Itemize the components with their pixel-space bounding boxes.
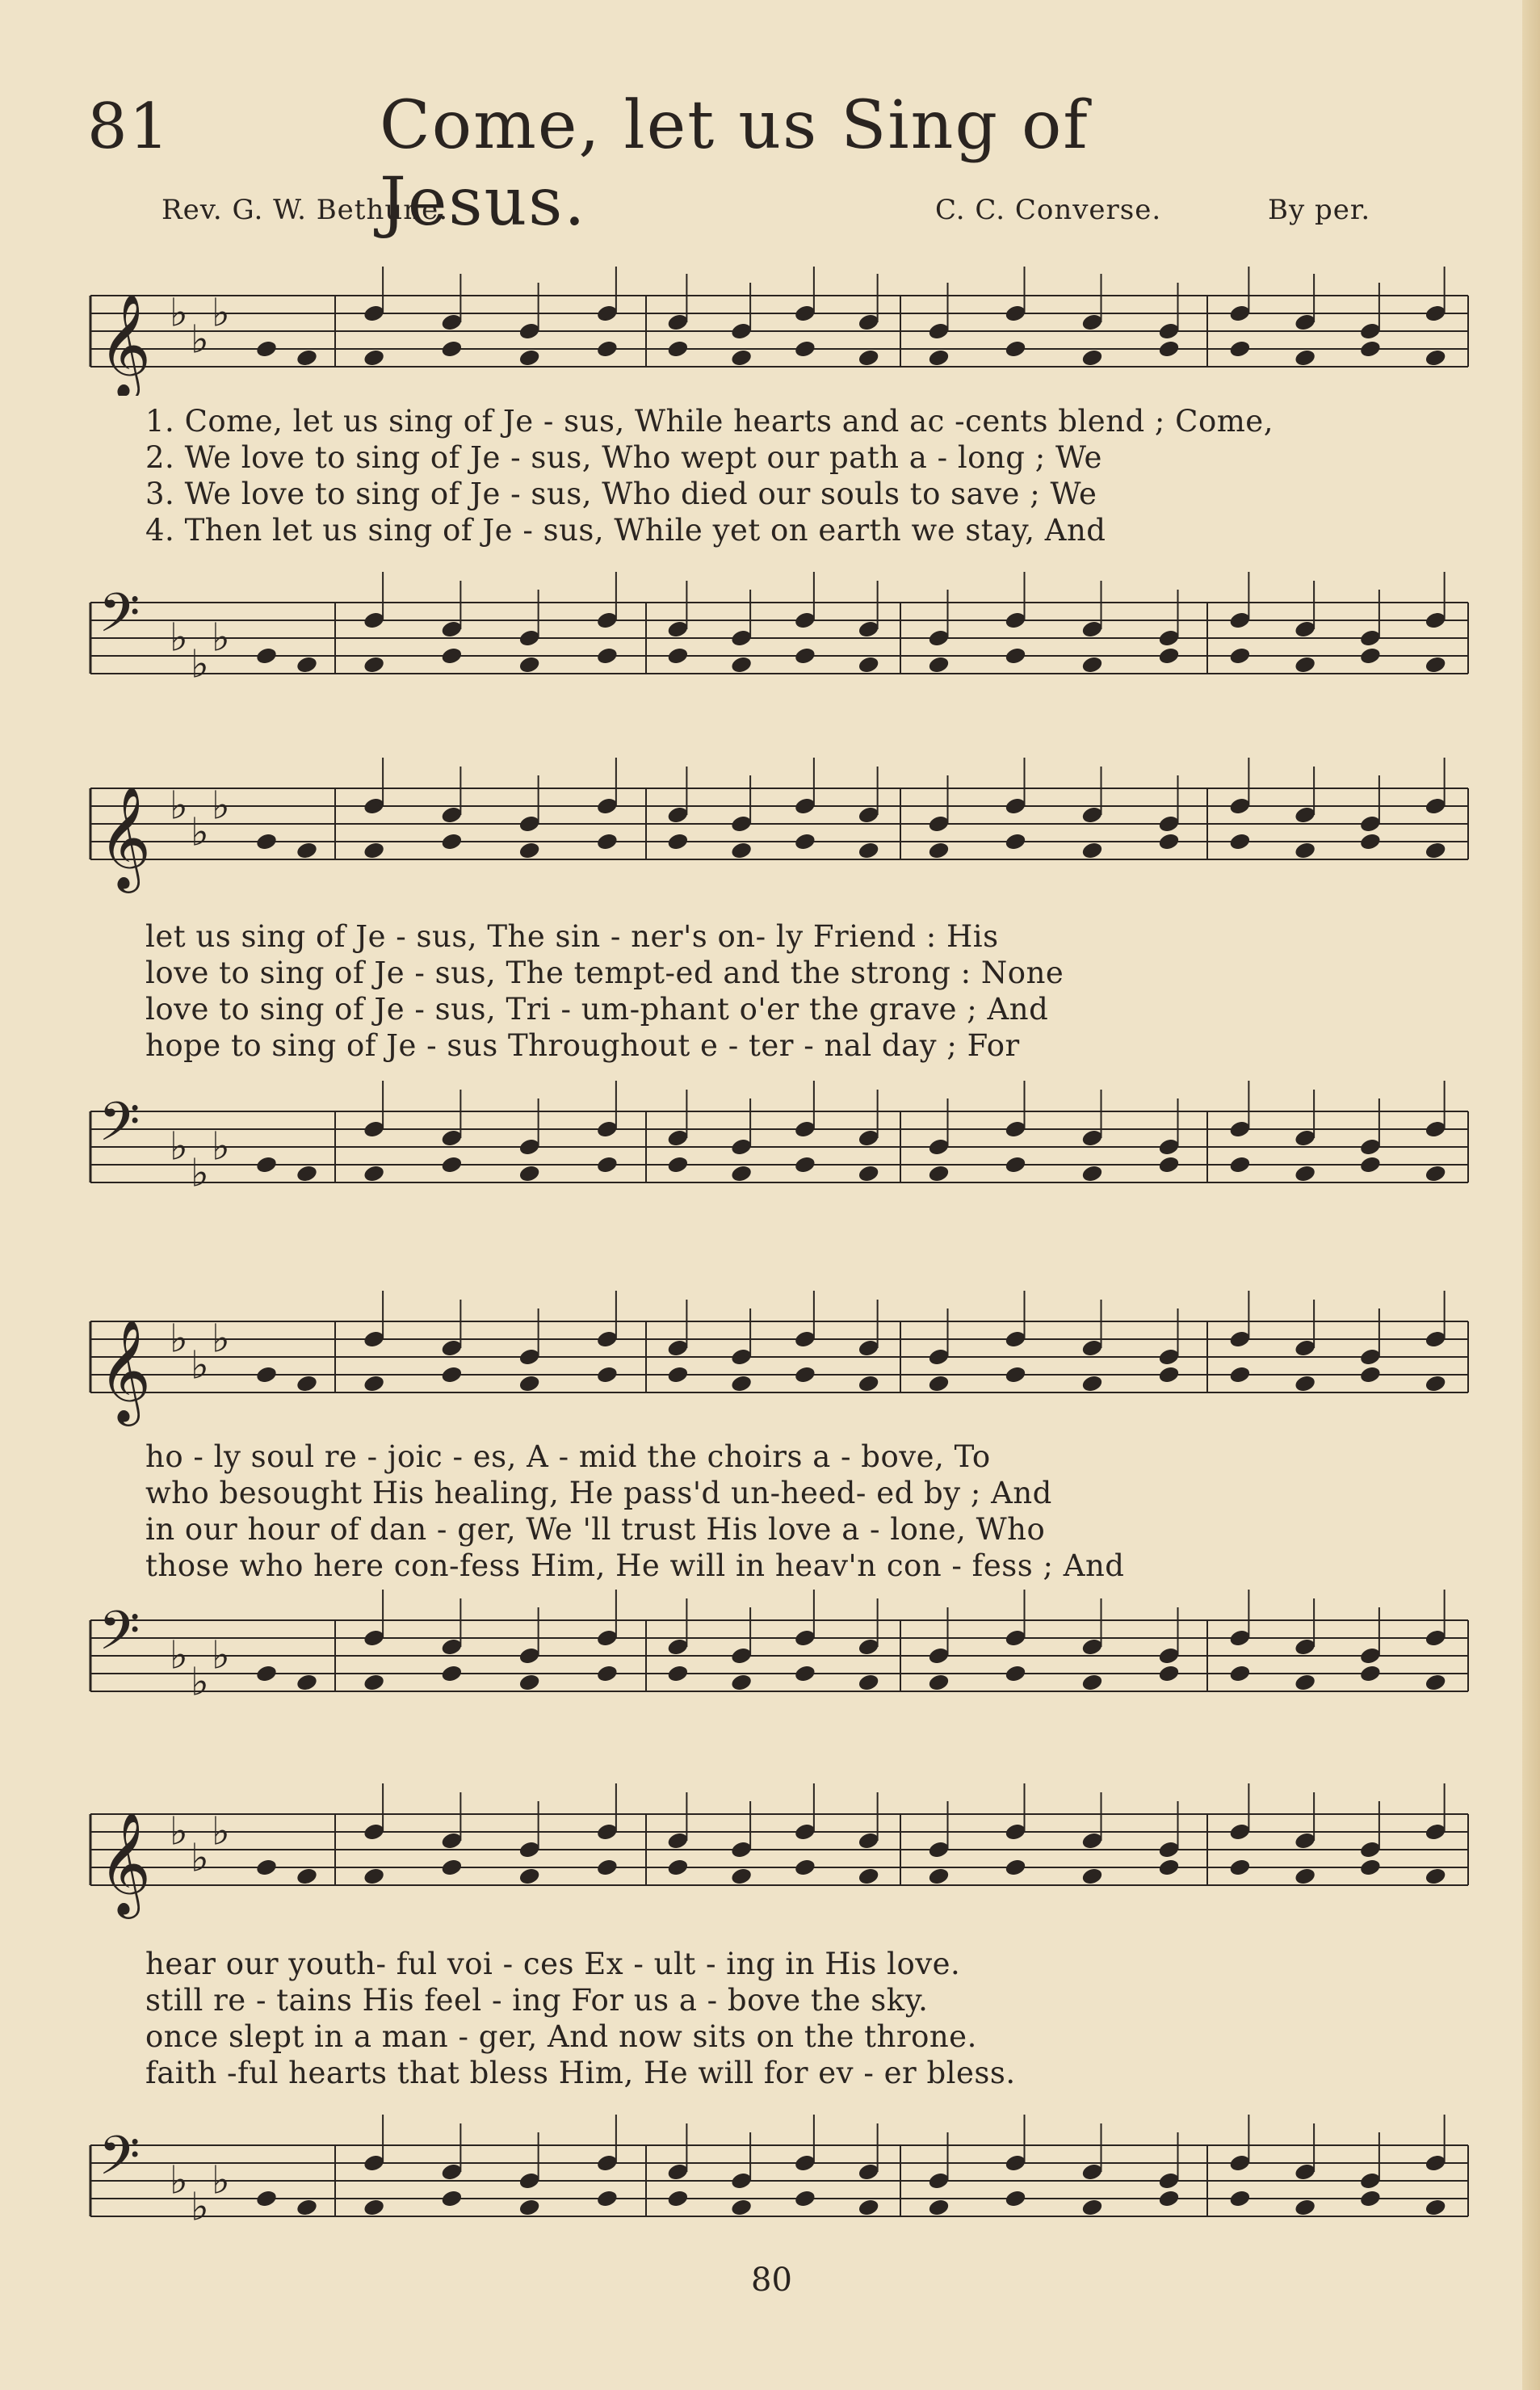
page-number: 80	[751, 2262, 792, 2299]
svg-text:♭: ♭	[191, 1150, 209, 1196]
svg-text:♭: ♭	[191, 809, 209, 855]
permission-note: By per.	[1268, 194, 1371, 226]
verse-line-s2-v4: hope to sing of Je - sus Throughout e - ter - nal day ; For	[145, 1028, 1020, 1063]
verse-line-s4-v3: once slept in a man - ger, And now sits on the throne.	[145, 2019, 977, 2054]
svg-text:♭: ♭	[170, 1808, 188, 1854]
hymn-number: 81	[87, 90, 171, 163]
svg-text:𝄢: 𝄢	[99, 2124, 141, 2200]
svg-text:♭: ♭	[212, 1632, 230, 1678]
svg-text:♭: ♭	[170, 615, 188, 661]
verse-line-s4-v1: hear our youth- ful voi - ces Ex - ult - ing in His love.	[145, 1947, 961, 1981]
svg-text:♭: ♭	[212, 1124, 230, 1170]
svg-text:♭: ♭	[191, 2184, 209, 2230]
verse-line-s1-v4: 4. Then let us sing of Je - sus, While yet on earth we stay, And	[145, 513, 1106, 548]
verse-line-s3-v1: ho - ly soul re - joic - es, A - mid the choirs a - bove, To	[145, 1439, 991, 1474]
verse-line-s3-v2: who besought His healing, He pass'd un-heed- ed by ; And	[145, 1476, 1052, 1510]
hymn-title: Come, let us Sing of Jesus.	[380, 87, 1089, 241]
svg-text:♭: ♭	[170, 290, 188, 336]
svg-text:♭: ♭	[191, 1659, 209, 1705]
svg-text:𝄞: 𝄞	[99, 1811, 152, 1914]
svg-text:♭: ♭	[212, 783, 230, 829]
svg-text:♭: ♭	[191, 641, 209, 687]
verse-line-s1-v2: 2. We love to sing of Je - sus, Who wept our path a - long ; We	[145, 440, 1102, 475]
verse-line-s3-v3: in our hour of dan - ger, We 'll trust His love a - lone, Who	[145, 1512, 1046, 1547]
treble-staff-3	[0, 1284, 1540, 1430]
svg-text:♭: ♭	[191, 317, 209, 363]
verse-line-s4-v4: faith -ful hearts that bless Him, He will for ev - er bless.	[145, 2056, 1016, 2090]
bass-staff-2	[0, 1066, 1540, 1228]
composer-credit: C. C. Converse.	[935, 194, 1162, 226]
bass-staff-1	[0, 557, 1540, 719]
verse-line-s4-v2: still re - tains His feel - ing For us a - bove the sky.	[145, 1983, 929, 2018]
verse-line-s1-v3: 3. We love to sing of Je - sus, Who died our souls to save ; We	[145, 477, 1097, 511]
verse-line-s3-v4: those who here con-fess Him, He will in heav'n con - fess ; And	[145, 1548, 1125, 1583]
svg-text:𝄢: 𝄢	[99, 582, 141, 657]
svg-text:♭: ♭	[170, 1124, 188, 1170]
bass-staff-4	[0, 2100, 1540, 2262]
verse-line-s2-v3: love to sing of Je - sus, Tri - um-phant o'er the grave ; And	[145, 992, 1049, 1027]
svg-text:𝄢: 𝄢	[99, 1090, 141, 1166]
svg-text:♭: ♭	[212, 1808, 230, 1854]
svg-text:♭: ♭	[212, 290, 230, 336]
svg-text:♭: ♭	[191, 1835, 209, 1881]
bass-staff-3	[0, 1583, 1540, 1728]
svg-text:𝄞: 𝄞	[99, 292, 152, 396]
svg-text:♭: ♭	[191, 1342, 209, 1388]
svg-text:♭: ♭	[170, 2157, 188, 2203]
svg-text:♭: ♭	[212, 1316, 230, 1362]
treble-staff-2	[0, 751, 1540, 897]
verse-line-s2-v2: love to sing of Je - sus, The tempt-ed and the strong : None	[145, 956, 1064, 990]
svg-text:𝄢: 𝄢	[99, 1599, 141, 1675]
verse-line-s1-v1: 1. Come, let us sing of Je - sus, While hearts and ac -cents blend ; Come,	[145, 404, 1274, 439]
verse-line-s2-v1: let us sing of Je - sus, The sin - ner's on- ly Friend : His	[145, 919, 999, 954]
svg-text:♭: ♭	[212, 2157, 230, 2203]
svg-text:𝄞: 𝄞	[99, 785, 152, 888]
svg-text:♭: ♭	[170, 1316, 188, 1362]
svg-text:♭: ♭	[170, 783, 188, 829]
svg-text:♭: ♭	[212, 615, 230, 661]
svg-text:♭: ♭	[170, 1632, 188, 1678]
author-credit: Rev. G. W. Bethune.	[162, 194, 449, 226]
treble-staff-4	[0, 1777, 1540, 1922]
treble-staff-1	[0, 267, 1540, 396]
svg-text:𝄞: 𝄞	[99, 1318, 152, 1422]
